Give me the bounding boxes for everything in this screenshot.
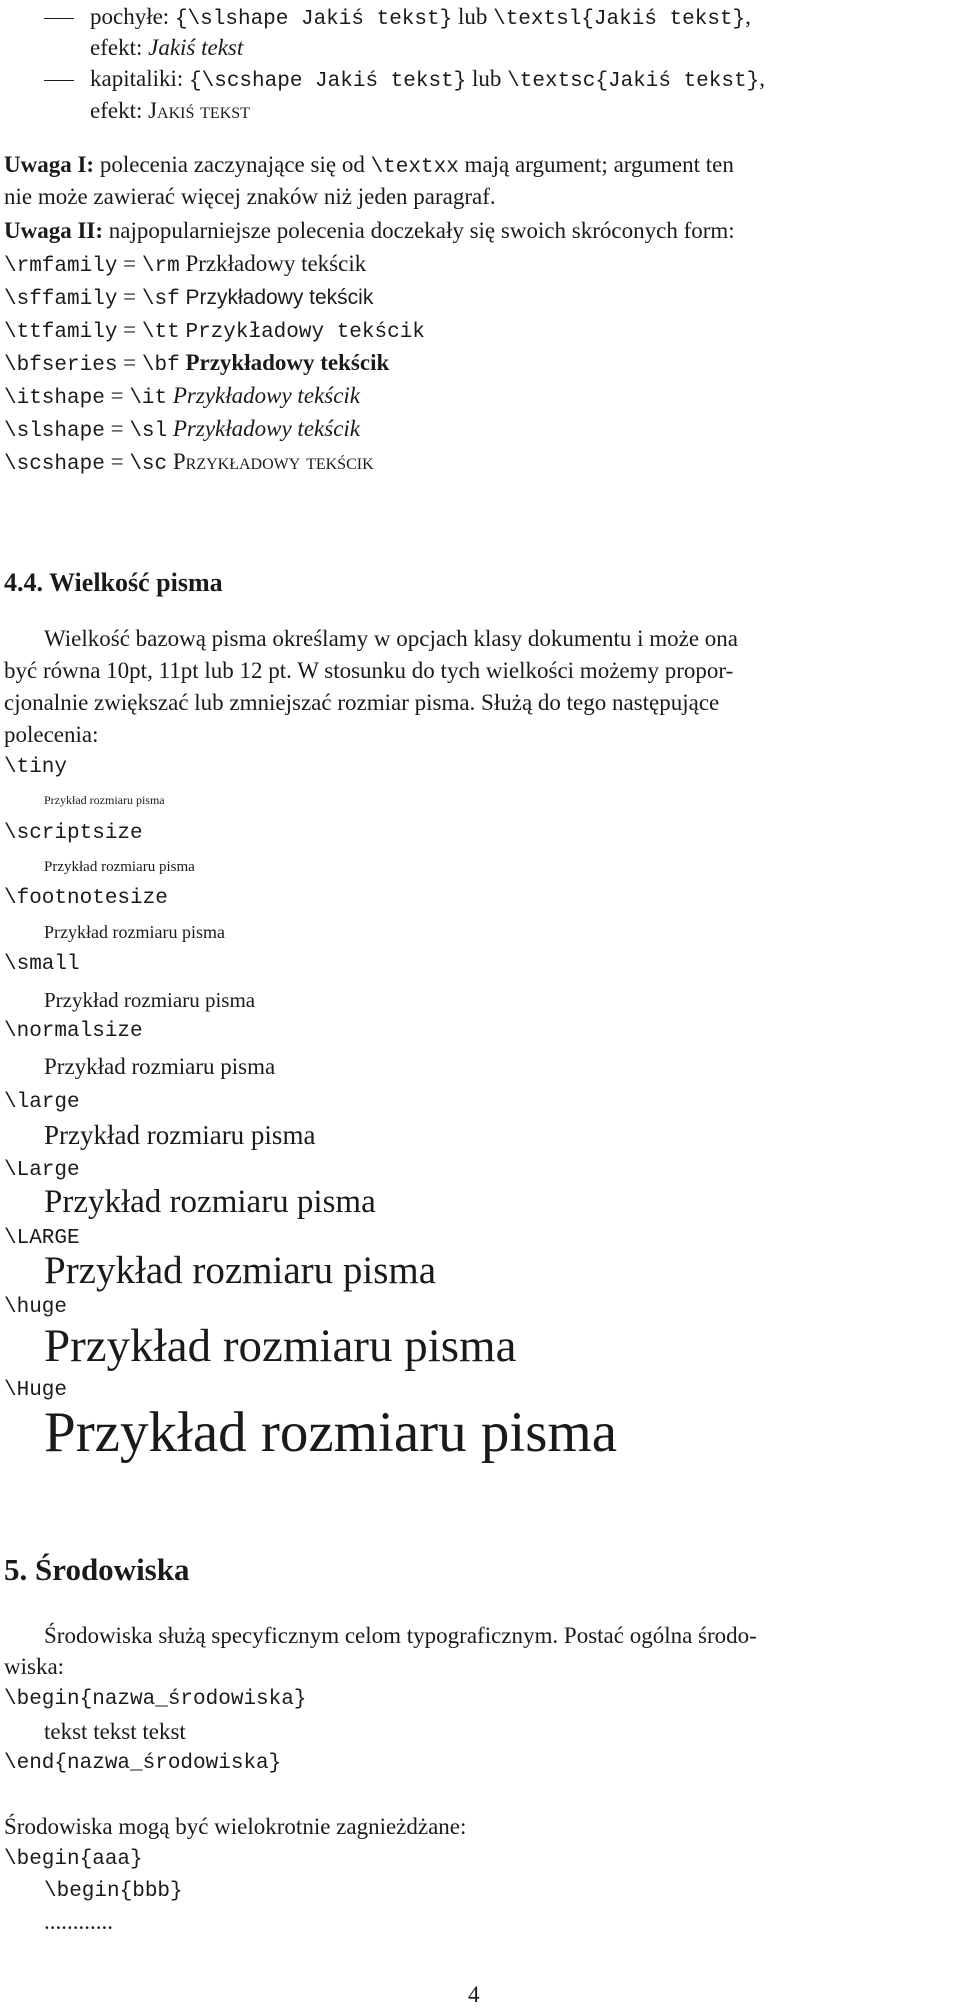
- paragraph-line: Wielkość bazową pisma określamy w opcjach klasy dokumentu i może ona: [44, 626, 738, 651]
- font-command-sf: \sffamily = \sf Przykładowy tekścik: [4, 284, 374, 311]
- size-command: \Huge: [4, 1379, 68, 1402]
- size-command: \Large: [4, 1159, 80, 1182]
- size-sample-scriptsize: Przykład rozmiaru pisma: [44, 859, 195, 875]
- paragraph-line: Środowiska służą specyficznym celom typograficznym. Postać ogólna środo-: [44, 1623, 757, 1648]
- size-sample-huge: Przykład rozmiaru pisma: [44, 1320, 517, 1372]
- section-heading: 4.4. Wielkość pisma: [4, 568, 223, 597]
- font-command-bf: \bfseries = \bf Przykładowy tekścik: [4, 350, 390, 377]
- size-command: \footnotesize: [4, 887, 168, 910]
- size-sample-large: Przykład rozmiaru pisma: [44, 1120, 316, 1150]
- list-item: kapitaliki: {\scshape Jakiś tekst} lub \textsc{Jakiś tekst},: [44, 64, 765, 97]
- list-item-effect: efekt: Jakiś tekst: [90, 98, 250, 123]
- size-sample-normalsize: Przykład rozmiaru pisma: [44, 1054, 276, 1079]
- size-sample-small: Przykład rozmiaru pisma: [44, 988, 256, 1012]
- paragraph-line: cjonalnie zwiększać lub zmniejszać rozmiar pisma. Służą do tego następujące: [4, 690, 720, 715]
- size-sample-tiny: Przykład rozmiaru pisma: [44, 793, 165, 807]
- code-line: \end{nazwa_środowiska}: [4, 1752, 282, 1775]
- ellipsis-line: ............: [44, 1909, 113, 1934]
- code-line: \begin{bbb}: [44, 1880, 183, 1903]
- section-heading: 5. Środowiska: [4, 1552, 190, 1587]
- paragraph-line: Środowiska mogą być wielokrotnie zagnieżdżane:: [4, 1814, 467, 1839]
- size-command: \huge: [4, 1296, 68, 1319]
- font-command-sc: \scshape = \sc Przykładowy tekścik: [4, 449, 374, 476]
- size-sample-Large: Przykład rozmiaru pisma: [44, 1184, 376, 1220]
- size-command: \scriptsize: [4, 822, 143, 845]
- list-item-effect: efekt: Jakiś tekst: [90, 35, 244, 60]
- code-line: \begin{nazwa_środowiska}: [4, 1688, 307, 1711]
- size-command: \normalsize: [4, 1020, 143, 1043]
- size-sample-Huge: Przykład rozmiaru pisma: [44, 1401, 618, 1464]
- list-item: pochyłe: {\slshape Jakiś tekst} lub \textsl{Jakiś tekst},: [44, 2, 751, 35]
- note-1-line-2: nie może zawierać więcej znaków niż jeden paragraf.: [4, 184, 496, 209]
- font-command-it: \itshape = \it Przykładowy tekścik: [4, 383, 360, 410]
- font-command-tt: \ttfamily = \tt Przykładowy tekścik: [4, 317, 425, 344]
- font-command-rm: \rmfamily = \rm Przkładowy tekścik: [4, 251, 367, 278]
- size-command: \small: [4, 953, 80, 976]
- note-1: Uwaga I: polecenia zaczynające się od \textxx mają argument; argument ten: [4, 152, 734, 179]
- paragraph-line: polecenia:: [4, 722, 99, 747]
- code-line: \begin{aaa}: [4, 1848, 143, 1871]
- dash-bullet: [44, 80, 74, 81]
- note-2: Uwaga II: najpopularniejsze polecenia doczekały się swoich skróconych form:: [4, 218, 735, 243]
- page-number: 4: [468, 1982, 480, 2007]
- size-sample-LARGE: Przykład rozmiaru pisma: [44, 1249, 437, 1292]
- size-command: \LARGE: [4, 1227, 80, 1250]
- size-sample-footnotesize: Przykład rozmiaru pisma: [44, 922, 225, 942]
- paragraph-line: wiska:: [4, 1654, 65, 1679]
- font-command-sl: \slshape = \sl Przykładowy tekścik: [4, 416, 360, 443]
- paragraph-line: być równa 10pt, 11pt lub 12 pt. W stosunku do tych wielkości możemy propor-: [4, 658, 734, 683]
- dash-bullet: [44, 18, 74, 19]
- code-line: tekst tekst tekst: [44, 1719, 186, 1744]
- size-command: \tiny: [4, 756, 68, 779]
- size-command: \large: [4, 1091, 80, 1114]
